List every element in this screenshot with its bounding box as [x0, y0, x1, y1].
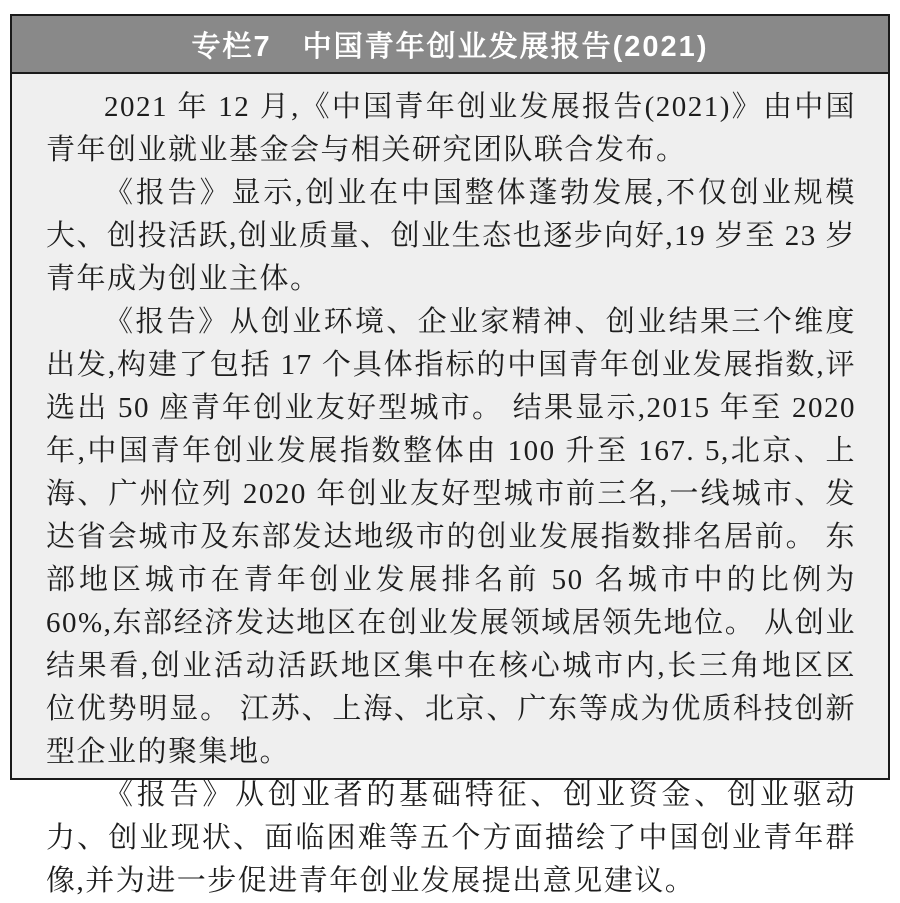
paragraph-overview: 《报告》显示,创业在中国整体蓬勃发展,不仅创业规模大、创投活跃,创业质量、创业生态也逐步向好,19 岁至 23 岁青年成为创业主体。 — [46, 177, 856, 295]
panel-body — [12, 74, 888, 903]
report-panel — [10, 14, 890, 897]
panel-header — [12, 16, 888, 74]
paragraph-index-findings: 《报告》从创业环境、企业家精神、创业结果三个维度出发,构建了包括 17 个具体指标的中国青年创业发展指数,评选出 50 座青年创业友好型城市。 结果显示,2015 年至 2020 年,中国青年创业发展指数整体由 100 升至 167. 5,北京、上海、广州位列 2020 年创业友好型城市前三名,一线城市、发达省会城市及东部发达地级市的创业发展指数排名居前。 东部地区城市在青年创业发展排名前 50 名城市中的比例为 60%,东部经济发达地区在创业发展领域居领先地位。 从创业结果看,创业活动活跃地区集中在核心城市内,长三角地区区位优势明显。 江苏、上海、北京、广东等成为优质科技创新型企业的聚集地。 — [46, 306, 856, 768]
panel-title: 专栏7 中国青年创业发展报告(2021) — [191, 30, 709, 63]
paragraph-profile-suggestions: 《报告》从创业者的基础特征、创业资金、创业驱动力、创业现状、面临困难等五个方面描绘了中国创业青年群像,并为进一步促进青年创业发展提出意见建议。 — [46, 779, 856, 897]
paragraph-release: 2021 年 12 月,《中国青年创业发展报告(2021)》由中国青年创业就业基金会与相关研究团队联合发布。 — [46, 91, 856, 166]
